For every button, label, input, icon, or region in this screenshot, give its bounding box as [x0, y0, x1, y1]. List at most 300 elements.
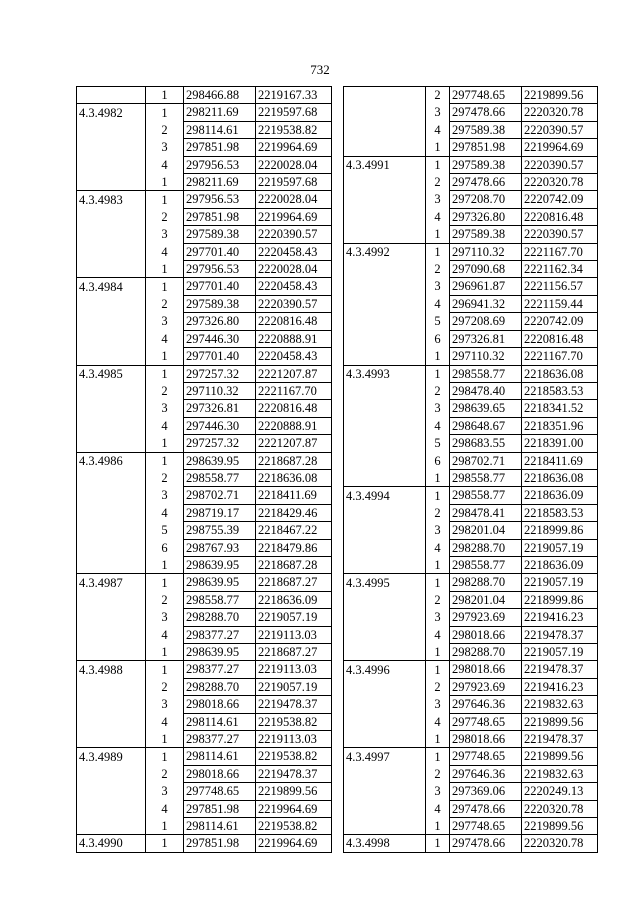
y-coordinate-cell: 2218999.86 — [522, 591, 598, 608]
x-coordinate-cell: 298018.66 — [184, 765, 256, 782]
x-coordinate-cell: 298466.88 — [184, 87, 256, 104]
y-coordinate-cell: 2218687.28 — [256, 452, 332, 469]
x-coordinate-cell: 297748.65 — [450, 87, 522, 104]
table-row — [77, 469, 332, 486]
point-number-cell: 2 — [146, 121, 184, 138]
y-coordinate-cell: 2218636.08 — [522, 469, 598, 486]
parcel-code-cell — [344, 278, 426, 295]
point-number-cell: 1 — [146, 191, 184, 208]
y-coordinate-cell: 2219057.19 — [256, 609, 332, 626]
y-coordinate-cell: 2218687.28 — [256, 556, 332, 573]
parcel-code-cell — [344, 696, 426, 713]
point-number-cell: 1 — [146, 661, 184, 678]
x-coordinate-cell: 298639.65 — [450, 400, 522, 417]
point-number-cell: 4 — [426, 295, 450, 312]
point-number-cell: 2 — [146, 208, 184, 225]
table-row — [344, 139, 598, 156]
parcel-code-cell — [344, 539, 426, 556]
parcel-code-cell — [77, 121, 146, 138]
parcel-code-cell: 4.3.4992 — [344, 243, 426, 260]
parcel-code-cell — [344, 104, 426, 121]
y-coordinate-cell: 2218583.53 — [522, 504, 598, 521]
table-row — [344, 835, 598, 852]
y-coordinate-cell: 2219832.63 — [522, 765, 598, 782]
table-row — [77, 696, 332, 713]
table-row — [344, 556, 598, 573]
x-coordinate-cell: 298719.17 — [184, 504, 256, 521]
x-coordinate-cell: 298683.55 — [450, 435, 522, 452]
x-coordinate-cell: 297851.98 — [184, 208, 256, 225]
point-number-cell: 2 — [426, 591, 450, 608]
parcel-code-cell — [344, 609, 426, 626]
parcel-code-cell — [344, 626, 426, 643]
point-number-cell: 3 — [426, 783, 450, 800]
table-row — [344, 261, 598, 278]
y-coordinate-cell: 2220028.04 — [256, 191, 332, 208]
y-coordinate-cell: 2218636.08 — [256, 469, 332, 486]
parcel-code-cell — [77, 435, 146, 452]
table-row — [344, 800, 598, 817]
table-row — [77, 522, 332, 539]
point-number-cell: 1 — [146, 644, 184, 661]
parcel-code-cell — [344, 191, 426, 208]
x-coordinate-cell: 298018.66 — [450, 661, 522, 678]
table-row — [77, 574, 332, 591]
point-number-cell: 1 — [146, 365, 184, 382]
parcel-code-cell — [344, 435, 426, 452]
parcel-code-cell — [77, 487, 146, 504]
table-row — [344, 661, 598, 678]
parcel-code-cell: 4.3.4995 — [344, 574, 426, 591]
point-number-cell: 1 — [426, 661, 450, 678]
x-coordinate-cell: 297589.38 — [450, 121, 522, 138]
table-row — [344, 87, 598, 104]
x-coordinate-cell: 297446.30 — [184, 330, 256, 347]
point-number-cell: 1 — [426, 731, 450, 748]
table-row — [77, 121, 332, 138]
x-coordinate-cell: 298288.70 — [184, 678, 256, 695]
table-row — [344, 469, 598, 486]
x-coordinate-cell: 298767.93 — [184, 539, 256, 556]
x-coordinate-cell: 298114.61 — [184, 121, 256, 138]
table-row — [344, 278, 598, 295]
point-number-cell: 4 — [426, 208, 450, 225]
table-row — [77, 365, 332, 382]
table-row — [77, 487, 332, 504]
x-coordinate-cell: 298211.69 — [184, 174, 256, 191]
x-coordinate-cell: 297446.30 — [184, 417, 256, 434]
point-number-cell: 3 — [146, 139, 184, 156]
table-row — [344, 713, 598, 730]
table-row — [77, 313, 332, 330]
y-coordinate-cell: 2219597.68 — [256, 104, 332, 121]
x-coordinate-cell: 297701.40 — [184, 243, 256, 260]
table-row — [77, 591, 332, 608]
table-row — [77, 156, 332, 173]
point-number-cell: 1 — [146, 174, 184, 191]
parcel-code-cell — [77, 313, 146, 330]
point-number-cell: 3 — [146, 400, 184, 417]
y-coordinate-cell: 2219899.56 — [256, 783, 332, 800]
table-row — [344, 731, 598, 748]
x-coordinate-cell: 297748.65 — [450, 818, 522, 835]
table-row — [77, 731, 332, 748]
y-coordinate-cell: 2218351.96 — [522, 417, 598, 434]
x-coordinate-cell: 297090.68 — [450, 261, 522, 278]
y-coordinate-cell: 2219899.56 — [522, 87, 598, 104]
parcel-code-cell — [344, 226, 426, 243]
y-coordinate-cell: 2218467.22 — [256, 522, 332, 539]
y-coordinate-cell: 2218636.09 — [522, 556, 598, 573]
point-number-cell: 4 — [426, 713, 450, 730]
parcel-code-cell — [77, 539, 146, 556]
y-coordinate-cell: 2219113.03 — [256, 661, 332, 678]
point-number-cell: 2 — [146, 382, 184, 399]
parcel-code-cell — [344, 417, 426, 434]
point-number-cell: 1 — [146, 348, 184, 365]
x-coordinate-cell: 297923.69 — [450, 609, 522, 626]
parcel-code-cell — [344, 208, 426, 225]
point-number-cell: 2 — [146, 591, 184, 608]
table-row — [77, 713, 332, 730]
page-number: 732 — [310, 62, 330, 77]
table-row — [77, 243, 332, 260]
x-coordinate-cell: 298377.27 — [184, 731, 256, 748]
x-coordinate-cell: 298639.95 — [184, 574, 256, 591]
y-coordinate-cell: 2220888.91 — [256, 417, 332, 434]
table-row — [344, 121, 598, 138]
y-coordinate-cell: 2220320.78 — [522, 835, 598, 852]
point-number-cell: 4 — [146, 713, 184, 730]
x-coordinate-cell: 297257.32 — [184, 435, 256, 452]
parcel-code-cell — [344, 330, 426, 347]
x-coordinate-cell: 297478.66 — [450, 800, 522, 817]
parcel-code-cell — [344, 400, 426, 417]
y-coordinate-cell: 2218636.08 — [522, 365, 598, 382]
parcel-code-cell: 4.3.4990 — [77, 835, 146, 852]
parcel-code-cell — [344, 678, 426, 695]
table-row — [77, 748, 332, 765]
table-row — [344, 400, 598, 417]
table-row — [344, 156, 598, 173]
point-number-cell: 4 — [426, 626, 450, 643]
parcel-code-cell — [344, 644, 426, 661]
parcel-code-cell — [77, 731, 146, 748]
point-number-cell: 2 — [146, 295, 184, 312]
x-coordinate-cell: 298114.61 — [184, 748, 256, 765]
table-row — [344, 435, 598, 452]
y-coordinate-cell: 2219964.69 — [256, 800, 332, 817]
point-number-cell: 3 — [146, 313, 184, 330]
x-coordinate-cell: 297748.65 — [184, 783, 256, 800]
x-coordinate-cell: 297326.80 — [184, 313, 256, 330]
table-row — [344, 191, 598, 208]
parcel-code-cell — [344, 452, 426, 469]
x-coordinate-cell: 297646.36 — [450, 696, 522, 713]
table-row — [77, 417, 332, 434]
parcel-code-cell — [344, 313, 426, 330]
x-coordinate-cell: 298558.77 — [450, 556, 522, 573]
parcel-code-cell — [77, 174, 146, 191]
y-coordinate-cell: 2220816.48 — [256, 313, 332, 330]
x-coordinate-cell: 297326.81 — [184, 400, 256, 417]
x-coordinate-cell: 298288.70 — [450, 644, 522, 661]
table-row — [77, 818, 332, 835]
x-coordinate-cell: 298478.41 — [450, 504, 522, 521]
table-row — [77, 400, 332, 417]
table-row — [77, 382, 332, 399]
y-coordinate-cell: 2219538.82 — [256, 121, 332, 138]
point-number-cell: 4 — [146, 243, 184, 260]
y-coordinate-cell: 2221167.70 — [256, 382, 332, 399]
parcel-code-cell — [77, 626, 146, 643]
x-coordinate-cell: 297110.32 — [450, 348, 522, 365]
y-coordinate-cell: 2218429.46 — [256, 504, 332, 521]
parcel-code-cell — [344, 295, 426, 312]
table-row — [344, 208, 598, 225]
table-row — [344, 452, 598, 469]
y-coordinate-cell: 2219964.69 — [522, 139, 598, 156]
point-number-cell: 1 — [146, 731, 184, 748]
x-coordinate-cell: 298114.61 — [184, 713, 256, 730]
x-coordinate-cell: 298288.70 — [450, 574, 522, 591]
x-coordinate-cell: 298018.66 — [450, 626, 522, 643]
y-coordinate-cell: 2220390.57 — [256, 295, 332, 312]
table-row — [344, 574, 598, 591]
coordinates-table-left — [76, 86, 332, 853]
parcel-code-cell — [77, 382, 146, 399]
table-row — [344, 243, 598, 260]
y-coordinate-cell: 2219899.56 — [522, 713, 598, 730]
point-number-cell: 3 — [426, 278, 450, 295]
parcel-code-cell — [77, 139, 146, 156]
parcel-code-cell — [344, 382, 426, 399]
parcel-code-cell: 4.3.4983 — [77, 191, 146, 208]
table-row — [344, 330, 598, 347]
point-number-cell: 1 — [146, 574, 184, 591]
y-coordinate-cell: 2219538.82 — [256, 748, 332, 765]
point-number-cell: 1 — [146, 452, 184, 469]
parcel-code-cell — [344, 556, 426, 573]
point-number-cell: 2 — [146, 469, 184, 486]
table-row — [344, 487, 598, 504]
point-number-cell: 3 — [146, 783, 184, 800]
parcel-code-cell — [77, 591, 146, 608]
parcel-code-cell — [77, 87, 146, 104]
point-number-cell: 1 — [146, 435, 184, 452]
y-coordinate-cell: 2219478.37 — [522, 731, 598, 748]
parcel-code-cell — [77, 800, 146, 817]
x-coordinate-cell: 297208.70 — [450, 191, 522, 208]
y-coordinate-cell: 2218411.69 — [522, 452, 598, 469]
y-coordinate-cell: 2220390.57 — [522, 156, 598, 173]
y-coordinate-cell: 2220816.48 — [522, 330, 598, 347]
table-row — [77, 783, 332, 800]
table-row — [77, 539, 332, 556]
y-coordinate-cell: 2219964.69 — [256, 208, 332, 225]
parcel-code-cell — [344, 818, 426, 835]
y-coordinate-cell: 2220249.13 — [522, 783, 598, 800]
x-coordinate-cell: 298702.71 — [450, 452, 522, 469]
point-number-cell: 4 — [426, 417, 450, 434]
table-row — [77, 348, 332, 365]
table-row — [77, 504, 332, 521]
table-row — [77, 626, 332, 643]
table-row — [77, 556, 332, 573]
x-coordinate-cell: 297478.66 — [450, 104, 522, 121]
table-row — [344, 417, 598, 434]
table-row — [77, 661, 332, 678]
y-coordinate-cell: 2220742.09 — [522, 313, 598, 330]
parcel-code-cell — [77, 400, 146, 417]
y-coordinate-cell: 2220458.43 — [256, 278, 332, 295]
y-coordinate-cell: 2219538.82 — [256, 818, 332, 835]
point-number-cell: 3 — [426, 609, 450, 626]
x-coordinate-cell: 297589.38 — [184, 226, 256, 243]
table-row — [77, 191, 332, 208]
table-row — [344, 348, 598, 365]
point-number-cell: 1 — [426, 156, 450, 173]
y-coordinate-cell: 2219113.03 — [256, 731, 332, 748]
y-coordinate-cell: 2221207.87 — [256, 435, 332, 452]
point-number-cell: 2 — [426, 261, 450, 278]
parcel-code-cell — [77, 765, 146, 782]
point-number-cell: 4 — [426, 121, 450, 138]
table-row — [77, 800, 332, 817]
point-number-cell: 1 — [426, 748, 450, 765]
x-coordinate-cell: 297589.38 — [450, 156, 522, 173]
point-number-cell: 1 — [146, 818, 184, 835]
table-row — [77, 174, 332, 191]
x-coordinate-cell: 297748.65 — [450, 713, 522, 730]
x-coordinate-cell: 298114.61 — [184, 818, 256, 835]
y-coordinate-cell: 2221162.34 — [522, 261, 598, 278]
x-coordinate-cell: 297110.32 — [184, 382, 256, 399]
table-row — [77, 835, 332, 852]
parcel-code-cell — [77, 417, 146, 434]
table-row — [344, 765, 598, 782]
parcel-code-cell — [77, 330, 146, 347]
y-coordinate-cell: 2218999.86 — [522, 522, 598, 539]
y-coordinate-cell: 2220390.57 — [522, 121, 598, 138]
parcel-code-cell: 4.3.4982 — [77, 104, 146, 121]
parcel-code-cell — [344, 591, 426, 608]
x-coordinate-cell: 296961.87 — [450, 278, 522, 295]
parcel-code-cell — [344, 522, 426, 539]
parcel-code-cell: 4.3.4997 — [344, 748, 426, 765]
x-coordinate-cell: 298377.27 — [184, 661, 256, 678]
parcel-code-cell — [344, 713, 426, 730]
table-row — [344, 626, 598, 643]
point-number-cell: 1 — [426, 644, 450, 661]
x-coordinate-cell: 297646.36 — [450, 765, 522, 782]
parcel-code-cell — [77, 348, 146, 365]
y-coordinate-cell: 2221159.44 — [522, 295, 598, 312]
y-coordinate-cell: 2220888.91 — [256, 330, 332, 347]
point-number-cell: 1 — [426, 574, 450, 591]
x-coordinate-cell: 296941.32 — [450, 295, 522, 312]
y-coordinate-cell: 2221156.57 — [522, 278, 598, 295]
x-coordinate-cell: 297851.98 — [184, 835, 256, 852]
point-number-cell: 1 — [146, 278, 184, 295]
coordinates-table-right — [343, 86, 598, 853]
x-coordinate-cell: 297851.98 — [184, 800, 256, 817]
y-coordinate-cell: 2219057.19 — [522, 644, 598, 661]
y-coordinate-cell: 2219832.63 — [522, 696, 598, 713]
point-number-cell: 4 — [146, 330, 184, 347]
x-coordinate-cell: 298211.69 — [184, 104, 256, 121]
parcel-code-cell — [77, 713, 146, 730]
y-coordinate-cell: 2220390.57 — [256, 226, 332, 243]
x-coordinate-cell: 297326.81 — [450, 330, 522, 347]
parcel-code-cell: 4.3.4996 — [344, 661, 426, 678]
point-number-cell: 2 — [426, 765, 450, 782]
y-coordinate-cell: 2219416.23 — [522, 678, 598, 695]
parcel-code-cell — [77, 522, 146, 539]
point-number-cell: 5 — [426, 435, 450, 452]
y-coordinate-cell: 2219057.19 — [522, 574, 598, 591]
table-row — [344, 539, 598, 556]
point-number-cell: 1 — [146, 104, 184, 121]
point-number-cell: 2 — [146, 765, 184, 782]
x-coordinate-cell: 298288.70 — [184, 609, 256, 626]
parcel-code-cell — [77, 208, 146, 225]
y-coordinate-cell: 2219478.37 — [522, 626, 598, 643]
table-row — [77, 435, 332, 452]
x-coordinate-cell: 298558.77 — [184, 469, 256, 486]
point-number-cell: 1 — [426, 556, 450, 573]
table-row — [77, 765, 332, 782]
table-row — [77, 644, 332, 661]
point-number-cell: 3 — [146, 487, 184, 504]
parcel-code-cell: 4.3.4998 — [344, 835, 426, 852]
x-coordinate-cell: 297326.80 — [450, 208, 522, 225]
y-coordinate-cell: 2218636.09 — [256, 591, 332, 608]
parcel-code-cell — [77, 156, 146, 173]
parcel-code-cell: 4.3.4993 — [344, 365, 426, 382]
parcel-code-cell — [344, 765, 426, 782]
parcel-code-cell — [77, 678, 146, 695]
table-row — [344, 696, 598, 713]
point-number-cell: 2 — [146, 678, 184, 695]
point-number-cell: 4 — [426, 800, 450, 817]
y-coordinate-cell: 2220028.04 — [256, 261, 332, 278]
x-coordinate-cell: 297956.53 — [184, 261, 256, 278]
parcel-code-cell — [344, 348, 426, 365]
point-number-cell: 1 — [426, 226, 450, 243]
y-coordinate-cell: 2220028.04 — [256, 156, 332, 173]
table-row — [77, 226, 332, 243]
x-coordinate-cell: 298201.04 — [450, 591, 522, 608]
point-number-cell: 1 — [426, 469, 450, 486]
table-row — [77, 261, 332, 278]
y-coordinate-cell: 2219899.56 — [522, 748, 598, 765]
y-coordinate-cell: 2218391.00 — [522, 435, 598, 452]
x-coordinate-cell: 297923.69 — [450, 678, 522, 695]
y-coordinate-cell: 2218479.86 — [256, 539, 332, 556]
y-coordinate-cell: 2218583.53 — [522, 382, 598, 399]
x-coordinate-cell: 297701.40 — [184, 278, 256, 295]
table-row — [77, 104, 332, 121]
y-coordinate-cell: 2220320.78 — [522, 800, 598, 817]
point-number-cell: 2 — [426, 382, 450, 399]
parcel-code-cell — [77, 504, 146, 521]
y-coordinate-cell: 2219964.69 — [256, 835, 332, 852]
parcel-code-cell — [344, 783, 426, 800]
parcel-code-cell: 4.3.4984 — [77, 278, 146, 295]
x-coordinate-cell: 297369.06 — [450, 783, 522, 800]
y-coordinate-cell: 2220458.43 — [256, 243, 332, 260]
